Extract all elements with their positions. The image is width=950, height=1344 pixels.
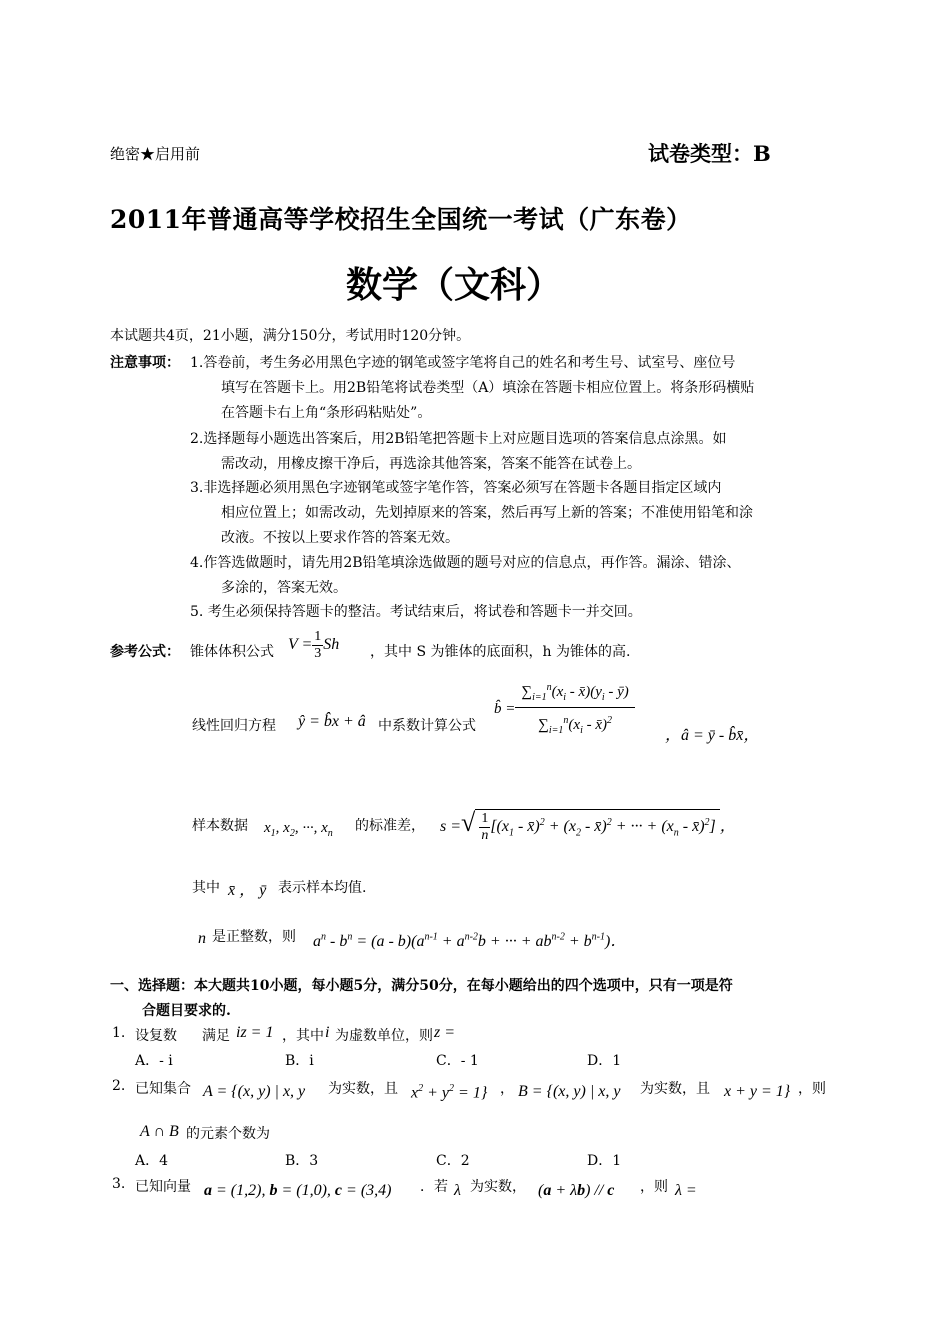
- q3-text-c: 为实数，: [470, 1179, 526, 1195]
- q3-text-a: 已知向量: [135, 1179, 191, 1195]
- notice-item-1-line-1: 1.答卷前，考生务必用黑色字迹的钢笔或签字笔将自己的姓名和考生号、试室号、座位号: [190, 355, 736, 371]
- notice-label: 注意事项：: [110, 355, 180, 371]
- std-formula: s =√ $\frac{1}{n}$ [($x_1$ - x̄)$^2$ + ($x_2$ - x̄)$^2$ + ··· + ($x_n$ - x̄)$^2$] ，: [440, 808, 736, 843]
- q2-text-a: 已知集合: [135, 1081, 191, 1097]
- q1-option-a: A．- i: [135, 1053, 173, 1069]
- q2-set-b: B = {(x, y) | x, y: [518, 1083, 621, 1100]
- q2-option-a: A．4: [135, 1153, 169, 1169]
- q3-parallel-condition: (a + λb) // c: [538, 1182, 615, 1199]
- q1-text-d: 为虚数单位，则: [335, 1028, 433, 1044]
- regression-equation: ŷ = b̂x + â: [298, 713, 366, 730]
- power-prefix: 是正整数，则: [212, 929, 296, 945]
- q3-text-d: ，则: [640, 1179, 668, 1195]
- std-prefix: 样本数据: [192, 818, 248, 834]
- q1-z-equals: z =: [434, 1024, 456, 1041]
- notice-item-3-line-3: 改液。不按以上要求作答的答案无效。: [221, 530, 459, 546]
- q1-number: 1.: [112, 1025, 126, 1041]
- mean-prefix: 其中: [192, 880, 220, 896]
- q3-text-b: ．若: [420, 1179, 448, 1195]
- q2-option-c: C．2: [436, 1153, 470, 1169]
- q1-option-d: D．1: [587, 1053, 622, 1069]
- notice-item-1-line-2: 填写在答题卡上。用2B铅笔将试卷类型（A）填涂在答题卡相应位置上。将条形码横贴: [221, 380, 755, 396]
- q3-number: 3.: [112, 1176, 126, 1192]
- q2-set-a: A = {(x, y) | x, y: [203, 1083, 306, 1100]
- notice-item-2-line-2: 需改动，用橡皮擦干净后，再选涂其他答案，答案不能答在试卷上。: [221, 456, 641, 472]
- cone-suffix: ，其中 S 为锥体的底面积，h 为锥体的高.: [370, 644, 631, 660]
- q3-lambda-equals: λ =: [675, 1182, 697, 1199]
- q1-text-c: ，其中: [282, 1028, 324, 1044]
- power-difference-formula: $a^n - b^n = (a - b)(a^{n-1} + a^{n-2}b$ + ··· + $ab^{n-2} + b^{n-1}$)．: [313, 931, 627, 950]
- q2-option-d: D．1: [587, 1153, 622, 1169]
- formulas-label: 参考公式：: [110, 644, 180, 660]
- exam-intro: 本试题共4页，21小题，满分150分，考试用时120分钟。: [110, 328, 471, 344]
- n-symbol: n: [198, 930, 206, 947]
- notice-item-3-line-1: 3.非选择题必须用黑色字迹钢笔或签字笔作答，答案必须写在答题卡各题目指定区域内: [190, 480, 722, 496]
- cone-prefix: 锥体体积公式: [190, 644, 274, 660]
- q2-text-d: 为实数，且: [640, 1081, 710, 1097]
- exam-subtitle: 数学（文科）: [346, 264, 563, 306]
- notice-item-4-line-1: 4.作答选做题时，请先用2B铅笔填涂选做题的题号对应的信息点，再作答。漏涂、错涂、: [190, 555, 741, 571]
- q1-option-b: B．i: [285, 1053, 314, 1069]
- std-middle: 的标准差，: [355, 818, 425, 834]
- regression-prefix: 线性回归方程: [192, 718, 276, 734]
- q1-text-a: 设复数: [135, 1028, 177, 1044]
- secret-label: 绝密★启用前: [110, 145, 201, 163]
- q1-i-symbol: i: [325, 1024, 330, 1041]
- exam-title: 2011年普通高等学校招生全国统一考试（广东卷）: [110, 205, 692, 234]
- q2-text-e: ，则: [798, 1081, 826, 1097]
- q1-option-c: C．- 1: [436, 1053, 479, 1069]
- q1-condition: iz = 1: [236, 1024, 274, 1041]
- mean-symbols: x̄ ， ȳ: [228, 882, 267, 899]
- q2-text-f: 的元素个数为: [186, 1126, 270, 1142]
- section-1-heading-line-2: 合题目要求的.: [142, 1003, 231, 1019]
- b-hat-formula: b̂ = $\frac{\sum_{i=1}^n(x_i - x̄)(y_i - ȳ)}{\sum_{i=1}^n(x_i - x̄)^2}$: [494, 683, 635, 736]
- q3-vectors: a = (1,2), b = (1,0), c = (3,4): [204, 1182, 392, 1199]
- q2-condition-a: $x^2 + y^2 = 1$}: [411, 1083, 488, 1102]
- q2-number: 2.: [112, 1078, 126, 1094]
- sample-data: $x_1$, $x_2$, ···, $x_n$: [264, 820, 333, 839]
- q1-text-b: 满足: [202, 1028, 230, 1044]
- notice-item-4-line-2: 多涂的，答案无效。: [221, 580, 347, 596]
- paper-type: 试卷类型：B: [648, 141, 771, 166]
- q3-lambda: λ: [454, 1182, 461, 1199]
- notice-item-5: 5. 考生必须保持答题卡的整洁。考试结束后，将试卷和答题卡一并交回。: [190, 604, 642, 620]
- notice-item-3-line-2: 相应位置上；如需改动，先划掉原来的答案，然后再写上新的答案；不准使用铅笔和涂: [221, 505, 753, 521]
- q2-condition-b: x + y = 1}: [724, 1083, 791, 1100]
- section-1-heading-line-1: 一、选择题：本大题共10小题，每小题5分，满分50分，在每小题给出的四个选项中，只有一项是符: [110, 978, 733, 994]
- regression-middle: 中系数计算公式: [378, 718, 476, 734]
- notice-item-1-line-3: 在答题卡右上角“条形码粘贴处”。: [221, 405, 432, 421]
- notice-item-2-line-1: 2.选择题每小题选出答案后，用2B铅笔把答题卡上对应题目选项的答案信息点涂黑。如: [190, 431, 727, 447]
- q2-text-c: ，: [500, 1081, 514, 1097]
- q2-intersection: A ∩ B: [140, 1123, 179, 1140]
- q2-text-b: 为实数，且: [328, 1081, 398, 1097]
- a-hat-formula: ，â = ȳ - b̂x̄，: [665, 727, 760, 744]
- q2-option-b: B．3: [285, 1153, 319, 1169]
- mean-note: 表示样本均值.: [278, 880, 367, 896]
- cone-volume-formula: V = $\frac{1}{3}$ Sh: [288, 629, 340, 661]
